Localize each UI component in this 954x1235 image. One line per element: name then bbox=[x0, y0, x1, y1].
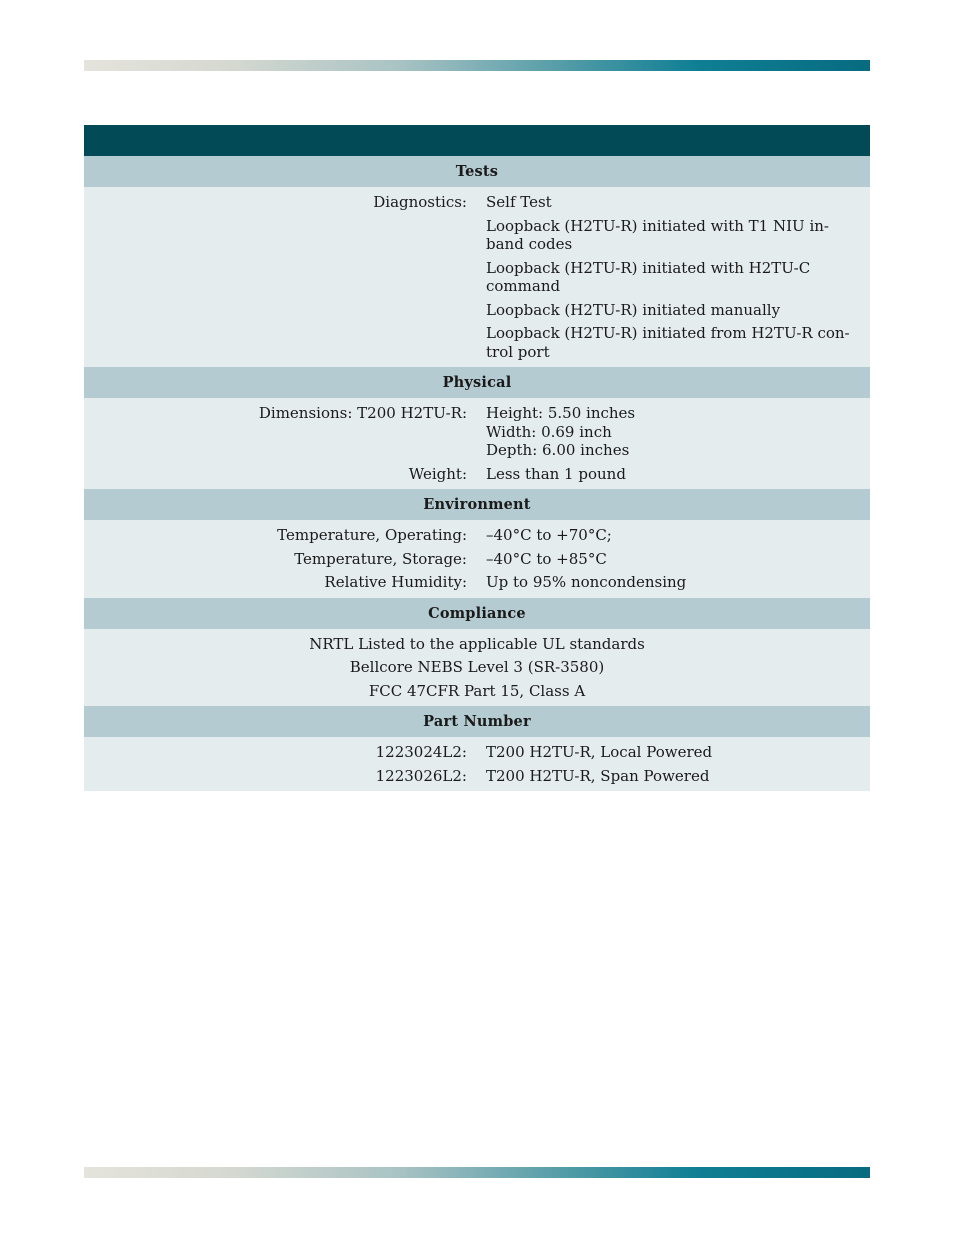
part-number-value: T200 H2TU-R, Span Powered bbox=[486, 766, 710, 785]
environment-label: Temperature, Operating: bbox=[277, 526, 467, 544]
section-header-compliance: Compliance bbox=[84, 598, 870, 629]
depth-value: Depth: 6.00 inches bbox=[486, 441, 630, 459]
part-number-label: 1223024L2: bbox=[375, 743, 467, 761]
specifications-table bbox=[84, 125, 870, 791]
section-header-part-number: Part Number bbox=[84, 706, 870, 737]
part-number-label: 1223026L2: bbox=[375, 766, 467, 785]
compliance-line: Bellcore NEBS Level 3 (SR-3580) bbox=[349, 658, 605, 676]
weight-row bbox=[84, 465, 870, 484]
compliance-line: NRTL Listed to the applicable UL standards bbox=[309, 634, 645, 653]
section-body-compliance bbox=[84, 629, 870, 707]
section-body-tests bbox=[84, 187, 870, 367]
height-value: Height: 5.50 inches bbox=[486, 404, 636, 422]
environment-label: Temperature, Storage: bbox=[294, 549, 467, 568]
environment-row bbox=[84, 526, 870, 545]
environment-label: Relative Humidity: bbox=[324, 573, 467, 591]
part-number-row bbox=[84, 743, 870, 762]
weight-value: Less than 1 pound bbox=[486, 464, 626, 483]
width-value: Width: 0.69 inch bbox=[486, 422, 612, 441]
part-number-row bbox=[84, 767, 870, 786]
diagnostics-row bbox=[84, 193, 870, 361]
diagnostics-list bbox=[486, 193, 858, 361]
environment-row bbox=[84, 573, 870, 592]
section-body-environment bbox=[84, 520, 870, 598]
weight-label: Weight: bbox=[408, 464, 467, 483]
environment-value: Up to 95% noncondensing bbox=[486, 573, 687, 591]
diagnostic-item: Loopback (H2TU-R) initiated from H2TU-R con- trol port bbox=[486, 324, 850, 361]
dimensions-label: Dimensions: T200 H2TU-R: bbox=[258, 404, 467, 422]
compliance-line: FCC 47CFR Part 15, Class A bbox=[368, 681, 586, 700]
section-body-part-number bbox=[84, 737, 870, 791]
section-header-physical: Physical bbox=[84, 367, 870, 398]
part-number-value: T200 H2TU-R, Local Powered bbox=[486, 743, 713, 761]
section-header-environment: Environment bbox=[84, 489, 870, 520]
dimensions-values bbox=[486, 404, 858, 460]
environment-row bbox=[84, 550, 870, 569]
diagnostic-item: Loopback (H2TU-R) initiated with H2TU-C command bbox=[486, 258, 811, 295]
section-header-tests: Tests bbox=[84, 156, 870, 187]
diagnostic-item: Self Test bbox=[486, 193, 552, 211]
diagnostic-item: Loopback (H2TU-R) initiated with T1 NIU in- band codes bbox=[486, 216, 829, 253]
section-body-physical bbox=[84, 398, 870, 489]
environment-value: –40°C to +85°C bbox=[486, 549, 607, 568]
diagnostic-item: Loopback (H2TU-R) initiated manually bbox=[486, 300, 781, 319]
diagnostics-label: Diagnostics: bbox=[373, 193, 467, 211]
header-gradient-rule bbox=[84, 60, 870, 71]
environment-value: –40°C to +70°C; bbox=[486, 526, 612, 544]
table-title-bar bbox=[84, 125, 870, 156]
footer-gradient-rule bbox=[84, 1167, 870, 1178]
dimensions-row bbox=[84, 404, 870, 460]
